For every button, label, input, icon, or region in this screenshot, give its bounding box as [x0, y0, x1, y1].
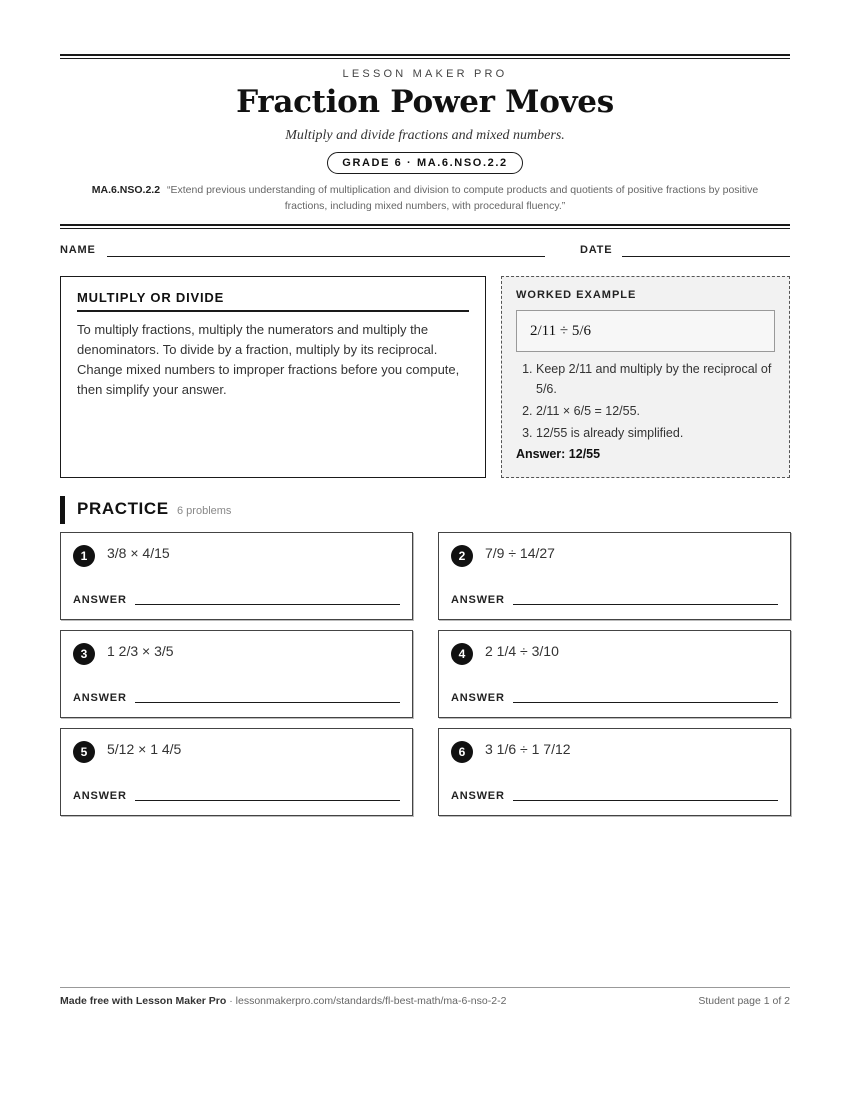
footer-made-with: Made free with Lesson Maker Pro	[60, 995, 227, 1007]
problem-card	[60, 630, 413, 718]
answer-field[interactable]	[135, 702, 400, 703]
practice-header	[60, 496, 790, 524]
answer-field[interactable]	[135, 604, 400, 605]
answer-label: ANSWER	[451, 790, 505, 802]
problem-expression: 1 2/3 × 3/5	[107, 643, 174, 659]
problem-card	[438, 532, 791, 620]
problem-number-badge: 3	[73, 643, 95, 665]
problem-number-badge: 6	[451, 741, 473, 763]
rules-box	[60, 276, 486, 478]
rules-text: To multiply fractions, multiply the numerators and multiply the denominators. To divide by a fraction, multiply by its reciprocal. Change mixed numbers to improper fractions before you compute, then simplify your answer.	[77, 322, 460, 397]
worksheet-page	[60, 0, 790, 1100]
problem-expression: 3 1/6 ÷ 1 7/12	[485, 741, 571, 757]
problem-expression: 2 1/4 ÷ 3/10	[485, 643, 559, 659]
answer-field[interactable]	[513, 800, 778, 801]
answer-label: ANSWER	[451, 692, 505, 704]
page-title: Fraction Power Moves	[236, 84, 614, 120]
standard-text: “Extend previous understanding of multiplication and division to compute products and quotients of positive fractions by positive fractions, including mixed numbers, with procedural fluency.”	[166, 184, 759, 212]
brand-name: LESSON MAKER PRO	[342, 68, 508, 80]
grade-badge-wrap	[60, 152, 790, 174]
name-label: NAME	[60, 244, 96, 256]
header-top-rule	[60, 54, 790, 59]
problem-card	[438, 630, 791, 718]
worked-example-heading: WORKED EXAMPLE	[516, 289, 637, 301]
problem-number-badge: 1	[73, 545, 95, 567]
worked-example-steps	[516, 359, 775, 443]
practice-count: 6 problems	[177, 505, 232, 517]
worked-example-step: 3. 12/55 is already simplified.	[536, 423, 775, 443]
worked-example-problem: 2/11 ÷ 5/6	[516, 310, 775, 352]
answer-label: ANSWER	[73, 594, 127, 606]
problem-number-badge: 5	[73, 741, 95, 763]
standard-code: MA.6.NSO.2.2	[91, 184, 161, 196]
worked-example-box	[501, 276, 790, 478]
problem-card	[60, 532, 413, 620]
practice-accent-bar	[60, 496, 65, 524]
date-field[interactable]	[622, 256, 790, 257]
answer-field[interactable]	[135, 800, 400, 801]
standard-statement	[70, 182, 780, 214]
answer-label: ANSWER	[73, 790, 127, 802]
problem-expression: 3/8 × 4/15	[107, 545, 170, 561]
worked-example-answer: Answer: 12/55	[516, 447, 601, 461]
student-info-row	[60, 244, 790, 260]
grade-badge: GRADE 6 · MA.6.NSO.2.2	[327, 152, 522, 174]
problem-number-badge: 4	[451, 643, 473, 665]
rules-heading: MULTIPLY OR DIVIDE	[77, 290, 469, 312]
header-bottom-rule	[60, 224, 790, 229]
answer-field[interactable]	[513, 702, 778, 703]
footer-url: · lessonmakerpro.com/standards/fl-best-math/ma-6-nso-2-2	[226, 995, 507, 1007]
problem-expression: 7/9 ÷ 14/27	[485, 545, 555, 561]
name-field[interactable]	[107, 256, 545, 257]
footer-rule	[60, 987, 790, 988]
problem-card	[438, 728, 791, 816]
practice-title: PRACTICE	[77, 499, 169, 518]
problem-number-badge: 2	[451, 545, 473, 567]
worked-example-step: 1. Keep 2/11 and multiply by the reciprocal of 5/6.	[536, 359, 775, 399]
problem-expression: 5/12 × 1 4/5	[107, 741, 182, 757]
date-label: DATE	[580, 244, 613, 256]
answer-field[interactable]	[513, 604, 778, 605]
answer-label: ANSWER	[451, 594, 505, 606]
footer-page-label: Student page 1 of 2	[698, 995, 790, 1007]
page-subtitle: Multiply and divide fractions and mixed numbers.	[285, 128, 565, 143]
worked-example-step: 2. 2/11 × 6/5 = 12/55.	[536, 401, 775, 421]
answer-label: ANSWER	[73, 692, 127, 704]
footer	[60, 995, 790, 1007]
problem-card	[60, 728, 413, 816]
